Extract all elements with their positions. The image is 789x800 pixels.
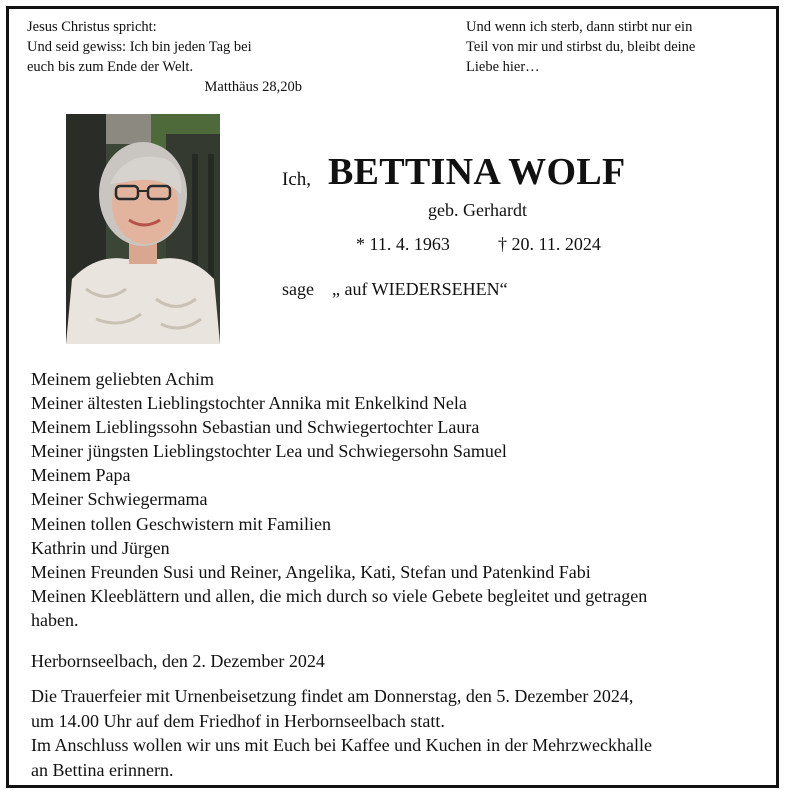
deceased-name: BETTINA WOLF: [328, 151, 626, 193]
farewell-quote: „ auf WIEDERSEHEN“: [331, 279, 508, 299]
service-info: [31, 684, 766, 782]
poem-quote: [466, 17, 756, 77]
service-line: Im Anschluss wollen wir uns mit Euch bei Kaffee und Kuchen in der Mehrzweckhalle: [31, 735, 652, 755]
farewell-verb: sage: [282, 279, 314, 299]
maiden-name: geb. Gerhardt: [428, 200, 527, 220]
farewell-line: [282, 279, 508, 300]
thanks-line: Meiner jüngsten Lieblingstochter Lea und Schwiegersohn Samuel: [31, 441, 507, 462]
bible-quote-line: Jesus Christus spricht:: [27, 19, 157, 35]
thanks-line: haben.: [31, 609, 79, 630]
poem-quote-line: Und wenn ich sterb, dann stirbt nur ein: [466, 19, 693, 35]
thanks-list: [31, 367, 761, 632]
place-date: Herbornseelbach, den 2. Dezember 2024: [31, 651, 325, 671]
bible-quote: [27, 17, 302, 97]
poem-quote-line: Teil von mir und stirbst du, bleibt deine: [466, 39, 696, 55]
thanks-line: Meinem geliebten Achim: [31, 369, 214, 389]
death-date: † 20. 11. 2024: [498, 234, 601, 254]
bible-quote-line: euch bis zum Ende der Welt.: [27, 59, 194, 75]
poem-quote-line: Liebe hier…: [466, 59, 540, 75]
thanks-line: Meinen Kleeblättern und allen, die mich durch so viele Gebete begleitet und getragen: [31, 585, 648, 606]
thanks-line: Meinem Papa: [31, 465, 131, 486]
service-line: um 14.00 Uhr auf dem Friedhof in Herbornseelbach statt.: [31, 710, 445, 731]
thanks-line: Meinen Freunden Susi und Reiner, Angelika, Kati, Stefan und Patenkind Fabi: [31, 561, 591, 582]
birth-date: * 11. 4. 1963: [356, 234, 450, 254]
service-line: an Bettina erinnern.: [31, 759, 174, 780]
intro-word: Ich,: [282, 169, 312, 190]
thanks-line: Meiner ältesten Lieblingstochter Annika mit Enkelkind Nela: [31, 393, 467, 414]
bible-quote-line: Und seid gewiss: Ich bin jeden Tag bei: [27, 39, 252, 55]
thanks-line: Meiner Schwiegermama: [31, 489, 208, 510]
bible-reference: Matthäus 28,20b: [204, 79, 302, 95]
portrait-photo: [66, 114, 220, 344]
thanks-line: Kathrin und Jürgen: [31, 537, 170, 558]
service-line: Die Trauerfeier mit Urnenbeisetzung findet am Donnerstag, den 5. Dezember 2024,: [31, 686, 634, 706]
thanks-line: Meinen tollen Geschwistern mit Familien: [31, 513, 331, 534]
thanks-line: Meinem Lieblingssohn Sebastian und Schwiegertochter Laura: [31, 417, 480, 438]
